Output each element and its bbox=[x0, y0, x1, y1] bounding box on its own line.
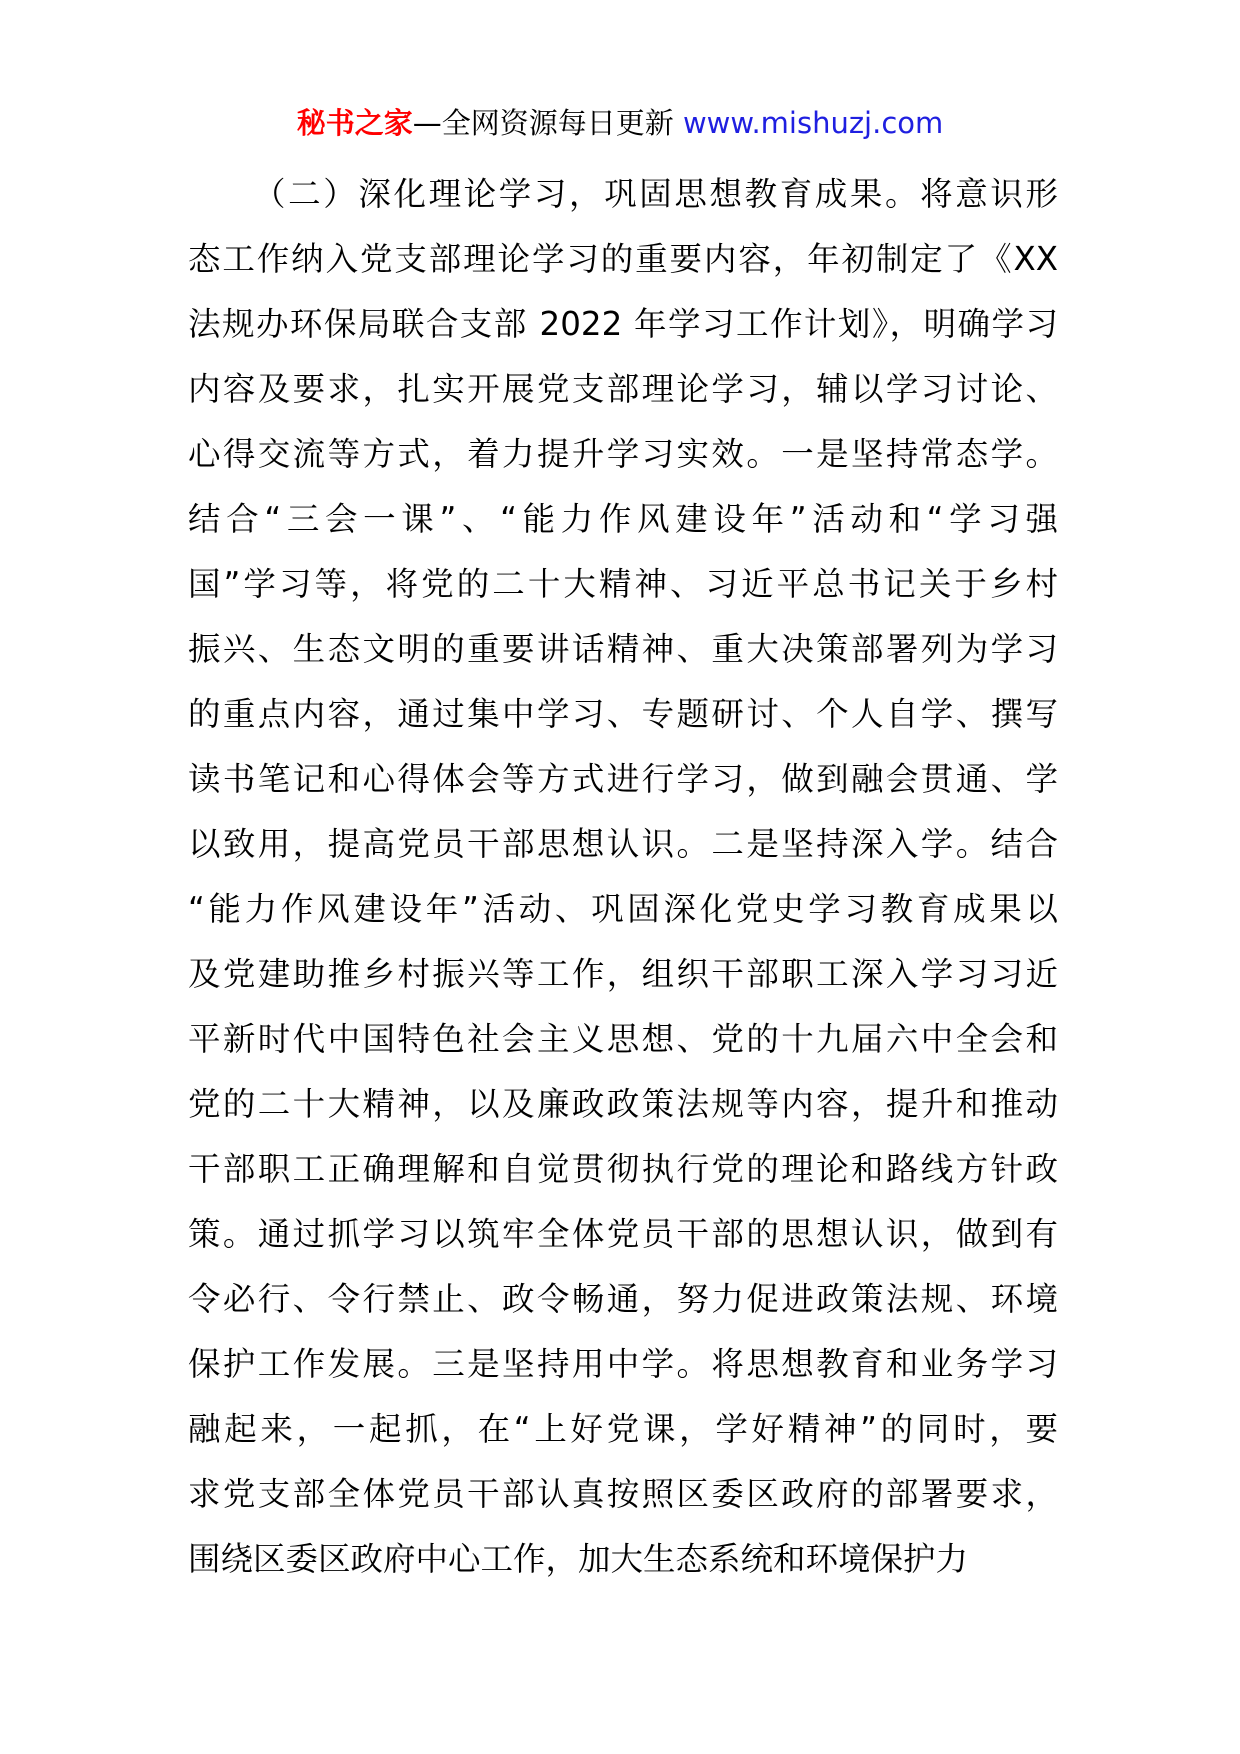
paragraph-line: 干部职工正确理解和自觉贯彻执行党的理论和路线方针政 bbox=[188, 1150, 1058, 1188]
paragraph-line: 求党支部全体党员干部认真按照区委区政府的部署要求， bbox=[188, 1475, 1058, 1513]
header-tagline: —全网资源每日更新 bbox=[412, 106, 683, 140]
paragraph-line: 及党建助推乡村振兴等工作，组织干部职工深入学习习近 bbox=[188, 955, 1058, 993]
paragraph-line: 内容及要求，扎实开展党支部理论学习，辅以学习讨论、 bbox=[188, 370, 1058, 408]
paragraph-line: 保护工作发展。三是坚持用中学。将思想教育和业务学习 bbox=[188, 1345, 1058, 1383]
paragraph-line: 读书笔记和心得体会等方式进行学习，做到融会贯通、学 bbox=[188, 760, 1058, 798]
paragraph-line: 党的二十大精神，以及廉政政策法规等内容，提升和推动 bbox=[188, 1085, 1058, 1123]
paragraph-line: 振兴、生态文明的重要讲话精神、重大决策部署列为学习 bbox=[188, 630, 1058, 668]
paragraph-line: 国”学习等，将党的二十大精神、习近平总书记关于乡村 bbox=[188, 565, 1058, 603]
paragraph-line: “能力作风建设年”活动、巩固深化党史学习教育成果以 bbox=[188, 890, 1058, 928]
paragraph-line: （二）深化理论学习，巩固思想教育成果。将意识形 bbox=[253, 175, 1058, 213]
paragraph-line: 结合“三会一课”、“能力作风建设年”活动和“学习强 bbox=[188, 500, 1058, 538]
paragraph-line: 平新时代中国特色社会主义思想、党的十九届六中全会和 bbox=[188, 1020, 1058, 1058]
brand-name: 秘书之家 bbox=[296, 106, 413, 140]
paragraph-line: 态工作纳入党支部理论学习的重要内容，年初制定了《XX bbox=[188, 240, 1058, 278]
paragraph-line: 令必行、令行禁止、政令畅通，努力促进政策法规、环境 bbox=[188, 1280, 1058, 1318]
paragraph-line: 策。通过抓学习以筑牢全体党员干部的思想认识，做到有 bbox=[188, 1215, 1058, 1253]
header-url-link[interactable]: www.mishuzj.com bbox=[682, 106, 944, 140]
document-body bbox=[188, 162, 1058, 1592]
paragraph-line: 围绕区委区政府中心工作，加大生态系统和环境保护力 bbox=[188, 1540, 969, 1578]
page-header bbox=[0, 103, 1240, 143]
paragraph-line: 的重点内容，通过集中学习、专题研讨、个人自学、撰写 bbox=[188, 695, 1058, 733]
paragraph-line: 融起来，一起抓，在“上好党课，学好精神”的同时，要 bbox=[188, 1410, 1058, 1448]
paragraph-line: 法规办环保局联合支部 2022 年学习工作计划》，明确学习 bbox=[188, 305, 1058, 343]
paragraph-line: 心得交流等方式，着力提升学习实效。一是坚持常态学。 bbox=[188, 435, 1058, 473]
paragraph-line: 以致用，提高党员干部思想认识。二是坚持深入学。结合 bbox=[188, 825, 1058, 863]
